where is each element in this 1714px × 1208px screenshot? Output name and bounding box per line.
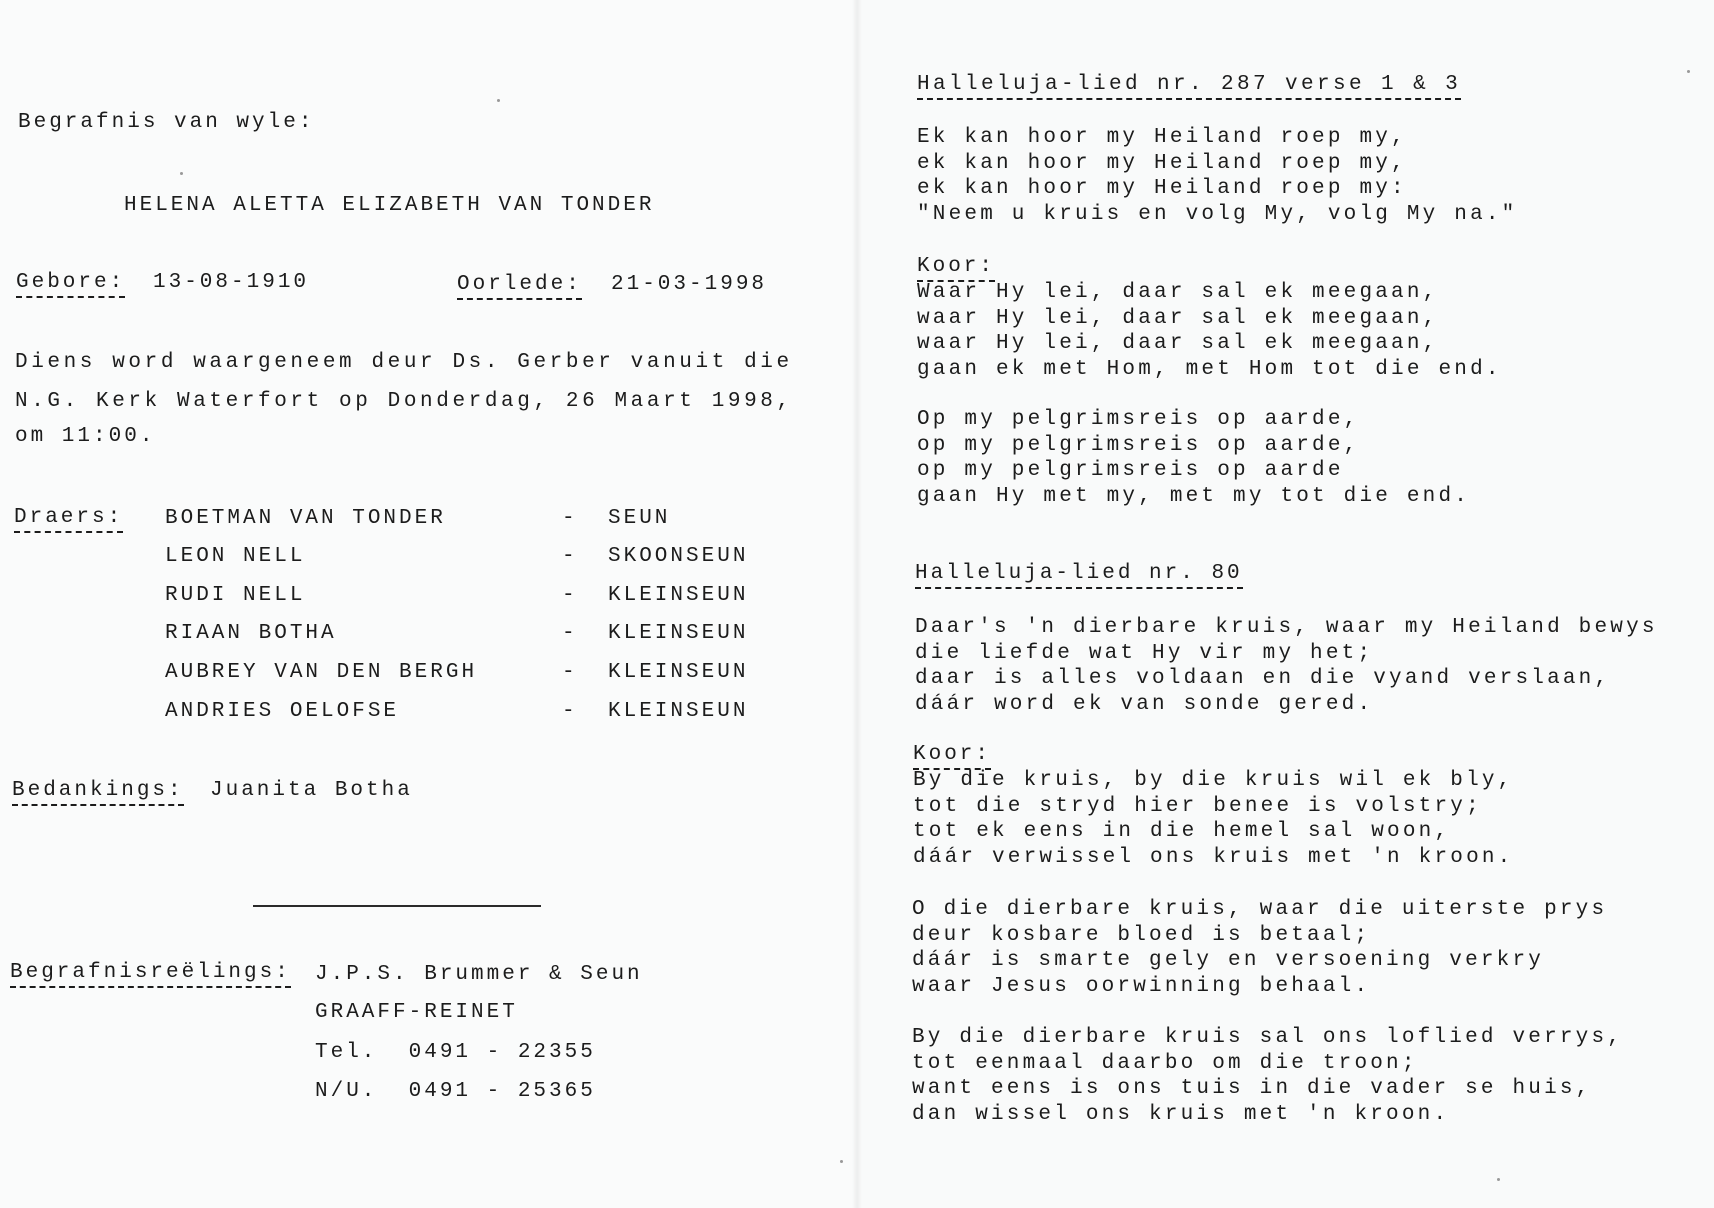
verse-line: dáár word ek van sonde gered. xyxy=(915,692,1374,716)
thanks-name: Juanita Botha xyxy=(210,779,413,802)
verse-line: want eens is ons tuis in die vader se huis, xyxy=(912,1077,1592,1100)
bearer-dash: - xyxy=(562,507,578,530)
verse-line: dáár is smarte gely en versoening verkry xyxy=(912,949,1545,972)
service-line-3: om 11:00. xyxy=(15,425,156,448)
bearer-role: KLEINSEUN xyxy=(608,700,749,723)
hymn2-verse2 xyxy=(912,897,1607,999)
verse-line: tot die stryd hier benee is volstry; xyxy=(913,794,1482,818)
verse-line: Waar Hy lei, daar sal ek meegaan, xyxy=(917,281,1439,304)
bearer-dash: - xyxy=(562,700,578,723)
verse-line: op my pelgrimsreis op aarde, xyxy=(917,433,1360,457)
verse-line: tot ek eens in die hemel sal woon, xyxy=(913,820,1451,843)
bearer-name: RIAAN BOTHA xyxy=(165,622,337,645)
verse-line: ek kan hoor my Heiland roep my, xyxy=(917,151,1407,175)
verse-line: gaan Hy met my, met my tot die end. xyxy=(917,484,1471,508)
verse-line: waar Hy lei, daar sal ek meegaan, xyxy=(917,332,1439,355)
verse-line: gaan ek met Hom, met Hom tot die end. xyxy=(917,357,1502,381)
bearer-name: ANDRIES OELOFSE xyxy=(165,700,400,723)
hymn1-chorus-label: Koor: xyxy=(917,254,995,280)
bearer-row xyxy=(0,507,857,535)
died-date: 21-03-1998 xyxy=(611,273,768,296)
hymn1-title: Halleluja-lied nr. 287 verse 1 & 3 xyxy=(917,72,1461,98)
verse-line: ek kan hoor my Heiland roep my: xyxy=(917,177,1407,200)
verse-line: By die kruis, by die kruis wil ek bly, xyxy=(913,769,1514,792)
hymn2-verse3 xyxy=(912,1025,1623,1127)
verse-line: waar Jesus oorwinning behaal. xyxy=(912,974,1371,998)
verse-line: waar Hy lei, daar sal ek meegaan, xyxy=(917,306,1439,330)
bearer-name: BOETMAN VAN TONDER xyxy=(165,507,446,530)
verse-line: dáár verwissel ons kruis met 'n kroon. xyxy=(913,845,1514,869)
bearer-dash: - xyxy=(562,584,578,607)
paper-speck xyxy=(180,172,183,175)
verse-line: dan wissel ons kruis met 'n kroon. xyxy=(912,1102,1450,1126)
bearer-row xyxy=(0,700,857,728)
verse-line: O die dierbare kruis, waar die uiterste prys xyxy=(912,898,1608,921)
died-label: Oorlede: xyxy=(457,272,582,298)
bearer-name: LEON NELL xyxy=(165,545,306,568)
deceased-name: HELENA ALETTA ELIZABETH VAN TONDER xyxy=(124,194,655,217)
verse-line: Op my pelgrimsreis op aarde, xyxy=(917,408,1360,431)
born-label: Gebore: xyxy=(16,270,125,296)
paper-speck xyxy=(1687,70,1690,73)
bearer-name: AUBREY VAN DEN BERGH xyxy=(165,661,478,684)
intro-line: Begrafnis van wyle: xyxy=(18,111,315,134)
verse-line: op my pelgrimsreis op aarde xyxy=(917,459,1344,482)
paper-speck xyxy=(840,1160,843,1163)
hymn1-verse1 xyxy=(917,125,1517,227)
verse-line: die liefde wat Hy vir my het; xyxy=(915,641,1374,665)
hymn2-title: Halleluja-lied nr. 80 xyxy=(915,561,1243,587)
paper-speck xyxy=(497,99,500,102)
service-line-1: Diens word waargeneem deur Ds. Gerber vanuit die xyxy=(15,351,793,374)
arrangements-line-4: N/U. 0491 - 25365 xyxy=(315,1080,596,1103)
bearer-role: KLEINSEUN xyxy=(608,661,749,684)
section-divider xyxy=(253,905,541,907)
bearer-dash: - xyxy=(562,622,578,645)
arrangements-line-1: J.P.S. Brummer & Seun xyxy=(315,963,643,986)
hymn1-chorus xyxy=(917,280,1502,382)
verse-line: "Neem u kruis en volg My, volg My na." xyxy=(917,202,1518,226)
verse-line: daar is alles voldaan en die vyand verslaan, xyxy=(915,667,1611,690)
verse-line: Daar's 'n dierbare kruis, waar my Heiland bewys xyxy=(915,616,1658,639)
bearer-row xyxy=(0,622,857,650)
bearer-dash: - xyxy=(562,661,578,684)
thanks-label: Bedankings: xyxy=(12,778,184,804)
bearer-role: SKOONSEUN xyxy=(608,545,749,568)
page-fold xyxy=(852,0,862,1208)
verse-line: Ek kan hoor my Heiland roep my, xyxy=(917,126,1407,149)
verse-line: tot eenmaal daarbo om die troon; xyxy=(912,1051,1418,1075)
right-page xyxy=(857,0,1714,1208)
service-line-2: N.G. Kerk Waterfort op Donderdag, 26 Maart 1998, xyxy=(15,390,793,413)
bearer-row xyxy=(0,545,857,573)
hymn2-verse1 xyxy=(915,615,1658,717)
verse-line: By die dierbare kruis sal ons loflied verrys, xyxy=(912,1026,1624,1049)
bearer-role: KLEINSEUN xyxy=(608,622,749,645)
hymn2-chorus-label: Koor: xyxy=(913,742,991,768)
bearer-name: RUDI NELL xyxy=(165,584,306,607)
bearer-role: KLEINSEUN xyxy=(608,584,749,607)
bearers-label: Draers: xyxy=(14,505,123,531)
paper-speck xyxy=(1497,1178,1500,1181)
arrangements-line-2: GRAAFF-REINET xyxy=(315,1001,518,1024)
bearer-row xyxy=(0,584,857,612)
arrangements-label: Begrafnisreëlings: xyxy=(10,960,291,986)
bearer-role: SEUN xyxy=(608,507,671,530)
bearer-row xyxy=(0,661,857,689)
arrangements-line-3: Tel. 0491 - 22355 xyxy=(315,1041,596,1064)
verse-line: deur kosbare bloed is betaal; xyxy=(912,923,1371,947)
hymn1-verse3 xyxy=(917,407,1470,509)
hymn2-chorus xyxy=(913,768,1513,870)
born-date: 13-08-1910 xyxy=(153,271,310,294)
bearer-dash: - xyxy=(562,545,578,568)
